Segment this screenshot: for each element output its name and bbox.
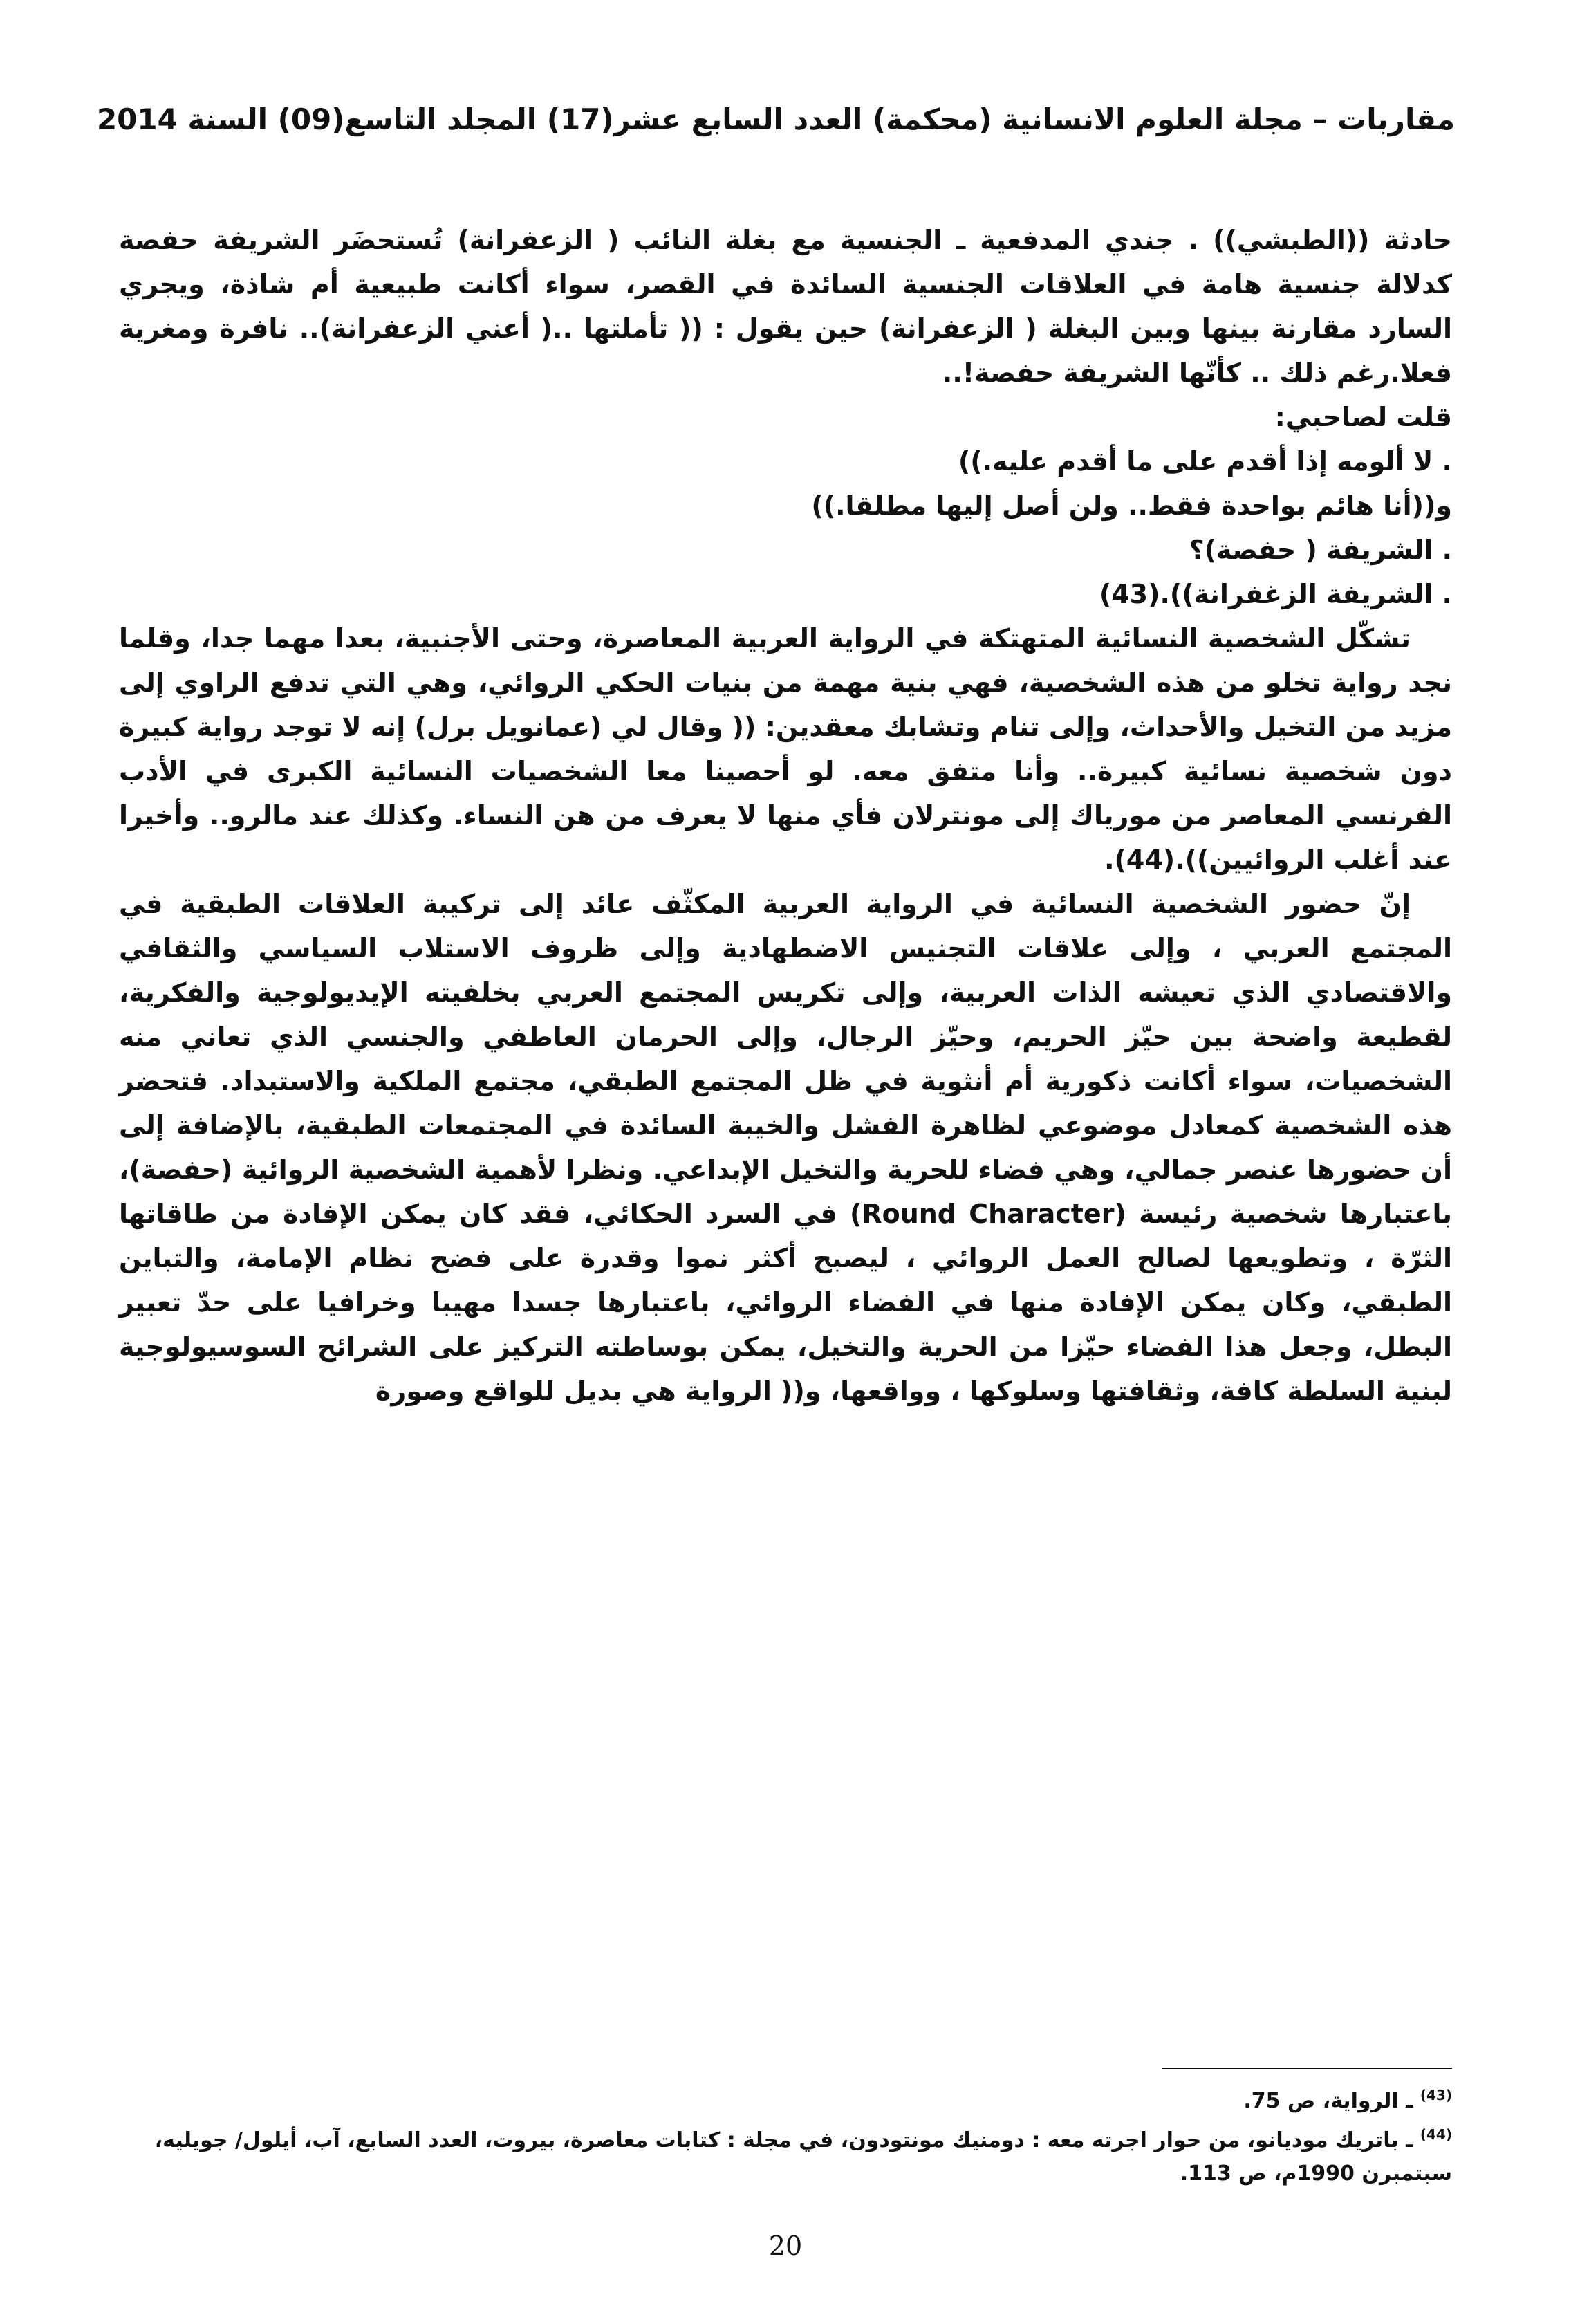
footnote-divider [1162, 2068, 1452, 2069]
dialog-line: و((أنا هائم بواحدة فقط.. ولن أصل إليها مطلقا.)) [811, 490, 1452, 521]
paragraph-1: حادثة ((الطبشي)) . جندي المدفعية ـ الجنسية مع بغلة النائب ( الزعفرانة) تُستحضَر الشريفة حفصة كدلالة جنسية هامة في العلاقات الجنسية السائدة في القصر، سواء أكانت طبيعية أم شاذة، ويجري السارد مقارنة بينها وبين البغلة ( الزعفرانة) حين يقول : (( تأملتها ..( أعني الزعفرانة).. نافرة ومغرية فعلا.رغم ذلك .. كأنّها الشريفة حفصة!.. [119, 225, 1452, 388]
paragraph-3: إنّ حضور الشخصية النسائية في الرواية العربية المكثّف عائد إلى تركيبة العلاقات الطبقية في المجتمع العربي ، وإلى علاقات التجنيس الاضطهادية وإلى ظروف الاستلاب السياسي والثقافي والاقتصادي الذي تعيشه الذات العربية، وإلى تكريس المجتمع العربي بخلفيته الإيديولوجية والفكرية، لقطيعة واضحة بين حيّز الحريم، وحيّز الرجال، وإلى الحرمان العاطفي والجنسي الذي تعاني منه الشخصيات، سواء أكانت ذكورية أم أنثوية في ظل المجتمع الطبقي، مجتمع الملكية والاستبداد. فتحضر هذه الشخصية كمعادل موضوعي لظاهرة الفشل والخيبة السائدة في المجتمعات الطبقية، بالإضافة إلى أن حضورها عنصر جمالي، وهي فضاء للحرية والتخيل الإبداعي. ونظرا لأهمية الشخصية الروائية (حفصة)، باعتبارها شخصية رئيسة (Round Character) في السرد الحكائي، فقد كان يمكن الإفادة من طاقاتها الثرّة ، وتطويعها لصالح العمل الروائي ، ليصبح أكثر نموا وقدرة على فضح نظام الإمامة، والتباين الطبقي، وكان يمكن الإفادة منها في الفضاء الروائي، باعتبارها جسدا مهيبا وخرافيا على حدّ تعبير البطل، وجعل هذا الفضاء حيّزا من الحرية والتخيل، يمكن بوساطته التركيز على الشرائح السوسيولوجية لبنية السلطة كافة، وثقافتها وسلوكها ، وواقعها، و(( الرواية هي بديل للواقع وصورة [119, 889, 1452, 1406]
footnotes [119, 2078, 1452, 2191]
footnote-marker: (43) [1420, 2087, 1452, 2103]
main-text [119, 218, 1452, 1413]
dialog-line: قلت لصاحبي: [1274, 402, 1452, 432]
dialog-line: . الشريفة الزغفرانة)).(43) [1099, 579, 1452, 609]
footnote-text: ـ باتريك موديانو، من حوار اجرته معه : دومنيك مونتودون، في مجلة : كتابات معاصرة، بيروت، العدد السابع، آب، أيلول/ جويليه، سبتمبرن 1990م، ص 113. [154, 2128, 1452, 2186]
footnote-43 [119, 2078, 1452, 2118]
dialog-line: . الشريفة ( حفصة)؟ [1189, 535, 1452, 565]
footnote-text: ـ الرواية، ص 75. [1243, 2089, 1413, 2113]
paragraph-2: تشكّل الشخصية النسائية المتهتكة في الرواية العربية المعاصرة، وحتى الأجنبية، بعدا مهما جدا، وقلما نجد رواية تخلو من هذه الشخصية، فهي بنية مهمة من بنيات الحكي الروائي، وهي التي تدفع الراوي إلى مزيد من التخيل والأحداث، وإلى تنام وتشابك معقدين: (( وقال لي (عمانويل برل) إنه لا توجد رواية كبيرة دون شخصية نسائية كبيرة.. وأنا متفق معه. لو أحصينا معا الشخصيات النسائية الكبرى في الأدب الفرنسي المعاصر من موریاك إلى مونترلان فأي منها لا يعرف من هن النساء. وكذلك عند مالرو.. وأخيرا عند أغلب الروائيين)).(44). [119, 623, 1452, 875]
page-number: 20 [768, 2231, 803, 2261]
footnote-44 [119, 2118, 1452, 2191]
running-header: مقاربات – مجلة العلوم الانسانية (محكمة) العدد السابع عشر(17) المجلد التاسع(09) السنة 2014 [96, 102, 1455, 136]
dialog-line: . لا ألومه إذا أقدم على ما أقدم عليه.)) [958, 446, 1452, 477]
footnote-marker: (44) [1420, 2126, 1452, 2143]
